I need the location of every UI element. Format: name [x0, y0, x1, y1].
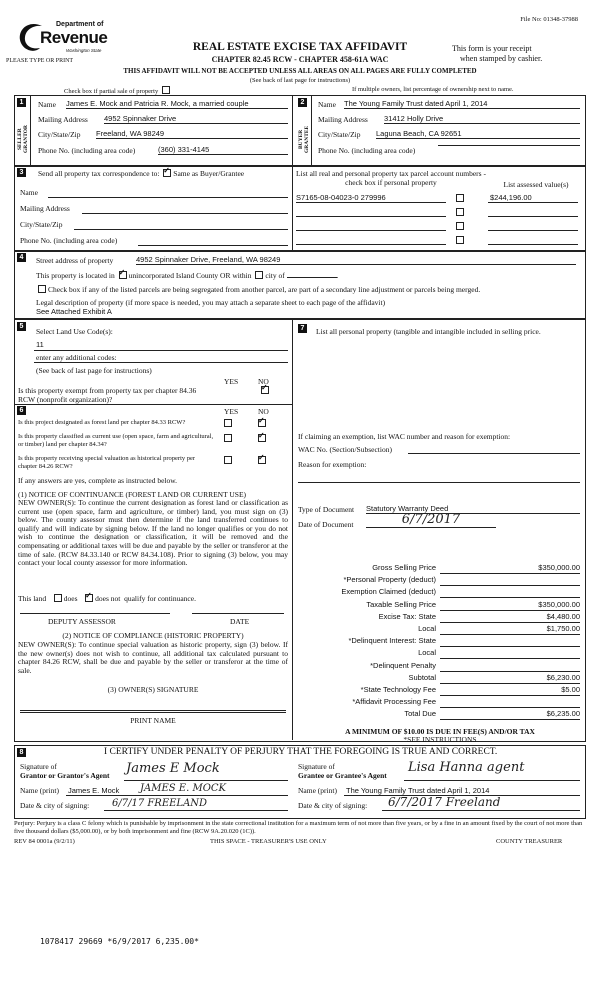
tax-row-value[interactable]: $4,480.00: [440, 612, 580, 623]
additional-codes-field[interactable]: [34, 362, 288, 363]
receipt-note-1: This form is your receipt: [452, 44, 532, 53]
please-type-note: PLEASE TYPE OR PRINT: [6, 58, 74, 64]
tax-row-label: *Personal Property (deduct): [343, 575, 436, 585]
section-5-number: 5: [17, 322, 26, 331]
land-use-code-field[interactable]: 11: [36, 340, 44, 349]
grantor-sig-label-1: Signature of: [20, 762, 57, 771]
washington-state-label: Washington State: [66, 48, 102, 53]
tax-row-value[interactable]: $350,000.00: [440, 600, 580, 611]
parcel-3-field[interactable]: [296, 230, 446, 231]
personal-property-label: List all personal property (tangible and intangible included in selling price.: [316, 327, 541, 336]
treasurer-space-label: THIS SPACE - TREASURER'S USE ONLY: [210, 838, 327, 845]
treasurer-stamp: 1078417 29669 *6/9/2017 6,235.00*: [40, 937, 199, 946]
seller-phone-field[interactable]: (360) 331-4145: [158, 145, 288, 155]
tax-row-value[interactable]: [440, 636, 580, 647]
file-number: File No: 01348-37988: [520, 16, 578, 23]
doc-date-label: Date of Document: [298, 520, 354, 529]
tax-row-label: Subtotal: [408, 672, 436, 682]
partial-sale-checkbox[interactable]: [162, 86, 170, 94]
grantor-sig-label-2: Grantor or Grantor's Agent: [20, 771, 110, 780]
deputy-date-label: DATE: [230, 617, 250, 626]
seller-side-label: SELLER GRANTOR: [17, 125, 29, 154]
grantor-name-field[interactable]: James E. Mock: [68, 786, 120, 795]
corr-mail-field[interactable]: [82, 213, 288, 214]
grantee-date-city[interactable]: 6/7/2017 Freeland: [388, 795, 501, 809]
street-label: Street address of property: [36, 256, 114, 265]
tax-row: [298, 611, 582, 623]
buyer-mail-field[interactable]: 31412 Holly Drive: [384, 114, 580, 124]
buyer-city-label: City/State/Zip: [318, 130, 361, 139]
minimum-fee-note: A MINIMUM OF $10.00 IS DUE IN FEE(S) AND/OR TAX: [345, 727, 535, 736]
grantor-name-handwritten: JAMES E. MOCK: [140, 783, 227, 794]
city-of-field[interactable]: [287, 277, 337, 278]
tax-row: [298, 574, 582, 586]
segregated-note: Check box if any of the listed parcels are being segregated from another parcel, are part of a secondary line adjustment or parcels being merged.: [36, 285, 576, 294]
tax-row: [298, 684, 582, 696]
tax-row-value[interactable]: [440, 661, 580, 672]
tax-row: [298, 635, 582, 647]
tax-row-label: Taxable Selling Price: [366, 599, 436, 609]
forest-no-checkbox[interactable]: [256, 419, 268, 428]
rev-number: REV 84 0001a (9/2/11): [14, 838, 75, 845]
additional-codes-label: enter any additional codes:: [36, 353, 117, 362]
tax-calculation-table: [298, 562, 582, 720]
street-field[interactable]: 4952 Spinnaker Drive, Freeland, WA 98249: [136, 255, 576, 265]
notice-compliance-title: (2) NOTICE OF COMPLIANCE (HISTORIC PROPERTY): [62, 631, 244, 640]
tax-row: [298, 672, 582, 684]
parcel-2-checkbox[interactable]: [454, 208, 466, 217]
form-chapter: CHAPTER 82.45 RCW - CHAPTER 458-61A WAC: [211, 55, 389, 64]
buyer-name-field[interactable]: The Young Family Trust dated April 1, 2014: [344, 99, 580, 109]
section-4-number: 4: [17, 253, 26, 262]
within-city-checkbox[interactable]: [255, 271, 263, 279]
send-correspondence-label: Send all property tax correspondence to: ✓ Same as Buyer/Grantee: [38, 169, 244, 178]
doc-type-field[interactable]: Statutory Warranty Deed: [366, 504, 580, 514]
grantor-name-label: Name (print): [20, 786, 59, 795]
buyer-phone-label: Phone No. (including area code): [318, 146, 416, 155]
buyer-side-label: BUYER GRANTEE: [298, 125, 310, 153]
seller-name-label: Name: [38, 100, 56, 109]
deputy-date-line[interactable]: [192, 613, 284, 614]
receipt-note-2: when stamped by cashier.: [460, 54, 543, 63]
tax-row-label: Gross Selling Price: [372, 563, 436, 572]
assessed-3-field[interactable]: [488, 230, 578, 231]
grantee-date-label: Date & city of signing:: [298, 801, 368, 810]
tax-row-label: Local: [418, 648, 436, 658]
see-back-note: (See back of last page for instructions): [249, 77, 351, 84]
print-name-label: PRINT NAME: [130, 716, 176, 725]
tax-row-value[interactable]: [440, 587, 580, 598]
tax-row-label: *Delinquent Penalty: [370, 660, 436, 670]
section-3-number: 3: [17, 168, 26, 177]
legal-desc-field[interactable]: See Attached Exhibit A: [36, 307, 112, 316]
buyer-city-field[interactable]: Laguna Beach, CA 92651: [376, 129, 580, 139]
current-use-yes-checkbox[interactable]: [222, 434, 234, 443]
exempt-no-checkbox[interactable]: [259, 386, 271, 395]
seller-mail-label: Mailing Address: [38, 115, 88, 124]
parcel-3-checkbox[interactable]: [454, 222, 466, 231]
dor-logo: [16, 18, 116, 58]
notice-continuance-title: (1) NOTICE OF CONTINUANCE (FOREST LAND OR CURRENT USE): [18, 490, 247, 499]
seller-mail-field[interactable]: 4952 Spinnaker Drive: [104, 114, 288, 124]
revenue-logo-text: Revenue: [40, 28, 108, 47]
historic-no-checkbox[interactable]: [256, 456, 268, 465]
does-not-checkbox[interactable]: [85, 594, 93, 602]
grantee-signature[interactable]: Lisa Hanna agent: [408, 760, 525, 775]
current-use-question: Is this property classified as current use (open space, farm and agricultural, or timber) land per chapter 84.34?: [18, 433, 214, 448]
tax-row: [298, 696, 582, 708]
corr-name-field[interactable]: [48, 197, 288, 198]
s5-yes-header: YES: [224, 377, 239, 386]
buyer-mail-label: Mailing Address: [318, 115, 368, 124]
does-checkbox[interactable]: [54, 594, 62, 602]
section-2-number: 2: [298, 98, 307, 107]
parcel-header: List all real and personal property tax parcel account numbers - check box if personal property: [296, 169, 486, 187]
notice-continuance-body: NEW OWNER(S): To continue the current designation as forest land or classification as current use (open space, farm and agriculture, or timber) land, you must sign on (3) below. The county assessor must then determine if the land transferred continues to qualify and will indicate by signing below. If the land no longer qualifies or you do not wish to continue the designation or classification, it will be removed and the compensating or additional taxes will be due and payable by the seller or transferor at the time of sale. (RCW 84.33.140 or RCW 84.34.108). Prior to signing (3) below, you may contact your local county assessor for more information.: [18, 498, 288, 568]
grantee-name-field[interactable]: The Young Family Trust dated April 1, 2014: [346, 786, 490, 795]
assessed-1-field[interactable]: $244,196.00: [490, 193, 532, 202]
tax-row-label: Exemption Claimed (deduct): [341, 587, 436, 597]
s6-no-header: NO: [258, 407, 269, 416]
deputy-assessor-label: DEPUTY ASSESSOR: [48, 617, 116, 626]
historic-question: Is this property receiving special valuation as historical property per chapter 84.26 RCW?: [18, 455, 196, 470]
grantee-sig-label-1: Signature of: [298, 762, 335, 771]
same-as-buyer-checkbox[interactable]: [163, 169, 171, 177]
buyer-name-label: Name: [318, 100, 336, 109]
land-use-see-back: (See back of last page for instructions): [36, 366, 152, 375]
assessed-header: List assessed value(s): [503, 180, 569, 189]
legal-desc-label: Legal description of property (if more space is needed, you may attach a separate sheet to each page of the affidavit): [36, 298, 386, 307]
tax-row: [298, 623, 582, 635]
assessed-4-field[interactable]: [488, 244, 578, 245]
parcel-2-field[interactable]: [296, 216, 446, 217]
grantor-date-city[interactable]: 6/7/17 FREELAND: [112, 798, 208, 809]
seller-city-field[interactable]: Freeland, WA 98249: [96, 129, 288, 139]
current-use-no-checkbox[interactable]: [256, 434, 268, 443]
tax-row-label: *Affidavit Processing Fee: [352, 697, 436, 707]
reason-label: Reason for exemption:: [298, 460, 367, 469]
partial-sale-label: Check box if partial sale of property: [64, 86, 172, 95]
grantor-date-label: Date & city of signing:: [20, 801, 90, 810]
tax-row: [298, 708, 582, 720]
certify-statement: I CERTIFY UNDER PENALTY OF PERJURY THAT THE FOREGOING IS TRUE AND CORRECT.: [104, 747, 498, 757]
corr-phone-label: Phone No. (including area code): [20, 236, 118, 245]
forest-yes-checkbox[interactable]: [222, 419, 234, 428]
corr-city-field[interactable]: [74, 229, 288, 230]
corr-phone-field[interactable]: [138, 245, 288, 246]
doc-type-label: Type of Document: [298, 505, 355, 514]
corr-city-label: City/State/Zip: [20, 220, 63, 229]
seller-city-label: City/State/Zip: [38, 130, 81, 139]
grantor-signature[interactable]: James E Mock: [126, 761, 220, 776]
reason-field[interactable]: [298, 482, 580, 483]
wac-label: WAC No. (Section/Subsection): [298, 445, 392, 454]
historic-yes-checkbox[interactable]: [222, 456, 234, 465]
see-instructions-note: *SEE INSTRUCTIONS: [403, 735, 477, 744]
grantee-name-label: Name (print): [298, 786, 337, 795]
tax-row-value[interactable]: $5.00: [440, 685, 580, 696]
tax-row-label: Excise Tax: State: [378, 611, 436, 621]
exemption-label: If claiming an exemption, list WAC number and reason for exemption:: [298, 432, 511, 441]
seller-name-field[interactable]: James E. Mock and Patricia R. Mock, a married couple: [66, 99, 288, 109]
tax-row-label: *State Technology Fee: [360, 684, 436, 694]
owner-signature-title: (3) OWNER(S) SIGNATURE: [107, 685, 199, 694]
forest-land-question: Is this project designated as forest land per chapter 84.33 RCW?: [18, 419, 186, 426]
s6-yes-header: YES: [224, 407, 239, 416]
multiple-owners-label: If multiple owners, list percentage of ownership next to name.: [352, 86, 514, 93]
owner-signature-line[interactable]: [20, 710, 286, 711]
deputy-assessor-line[interactable]: [20, 613, 170, 614]
dept-of-label: Department of: [56, 21, 104, 28]
tax-row-value[interactable]: [440, 697, 580, 708]
tax-row-value[interactable]: $1,750.00: [440, 624, 580, 635]
corr-mail-label: Mailing Address: [20, 204, 70, 213]
if-yes-note: If any answers are yes, complete as instructed below.: [18, 476, 178, 485]
parcel-1-checkbox[interactable]: [454, 194, 466, 203]
tax-row: [298, 647, 582, 659]
buyer-phone-field[interactable]: [438, 145, 580, 146]
parcel-4-field[interactable]: [296, 244, 446, 245]
tax-row-value[interactable]: $6,235.00: [440, 709, 580, 720]
tax-row: [298, 562, 582, 574]
form-title: REAL ESTATE EXCISE TAX AFFIDAVIT: [192, 41, 408, 53]
s5-no-header: NO: [258, 377, 269, 386]
section-7-number: 7: [298, 324, 307, 333]
continuance-line: This land does ✓ does not qualify for continuance.: [18, 594, 196, 603]
acceptance-warning: THIS AFFIDAVIT WILL NOT BE ACCEPTED UNLESS ALL AREAS ON ALL PAGES ARE FULLY COMPLETED: [123, 67, 477, 75]
tax-row: [298, 660, 582, 672]
tax-row-value[interactable]: [440, 575, 580, 586]
assessed-2-field[interactable]: [488, 216, 578, 217]
exempt-question: Is this property exempt from property tax per chapter 84.36 RCW (nonprofit organization)?: [18, 386, 197, 404]
seller-phone-label: Phone No. (including area code): [38, 146, 136, 155]
county-treasurer-label: COUNTY TREASURER: [496, 838, 563, 845]
notice-compliance-body: NEW OWNER(S): To continue special valuation as historic property, sign (3) below. If the new owner(s) does not wish to continue, all additional tax calculated pursuant to chapter 84.26 RCW, shall be due and payable by the seller or transferor at the time of sale.: [18, 640, 288, 675]
parcel-1-field[interactable]: S7165-08-04023-0 279996: [296, 193, 386, 202]
tax-row: [298, 599, 582, 611]
tax-row: [298, 586, 582, 598]
section-8-number: 8: [17, 748, 26, 757]
tax-row-label: Total Due: [404, 709, 436, 719]
section-6-number: 6: [17, 406, 26, 415]
located-in: This property is located in ✓ unincorporated Island County OR within city of .: [36, 271, 339, 280]
segregated-checkbox[interactable]: [38, 285, 46, 293]
tax-row-value[interactable]: $6,230.00: [440, 673, 580, 684]
wac-field[interactable]: [408, 453, 580, 454]
tax-row-value[interactable]: [440, 648, 580, 659]
tax-row-label: Local: [418, 623, 436, 633]
perjury-note: Perjury: Perjury is a class C felony which is punishable by imprisonment in the state correctional institution for a maximum term of not more than five years, or by a fine in an amount fixed by the court of not more than five thousand dollars ($5,000.00), or by both imprisonment and fine (RCW 9A.20.020 (1C)).: [14, 820, 583, 835]
grantee-sig-label-2: Grantee or Grantee's Agent: [298, 771, 387, 780]
tax-row-value[interactable]: $350,000.00: [440, 563, 580, 574]
tax-row-label: *Delinquent Interest: State: [348, 636, 436, 646]
land-use-label: Select Land Use Code(s):: [36, 327, 113, 336]
unincorporated-checkbox[interactable]: [119, 271, 127, 279]
doc-date-field[interactable]: 6/7/2017: [366, 512, 496, 528]
parcel-4-checkbox[interactable]: [454, 236, 466, 245]
section-1-number: 1: [17, 98, 26, 107]
corr-name-label: Name: [20, 188, 38, 197]
